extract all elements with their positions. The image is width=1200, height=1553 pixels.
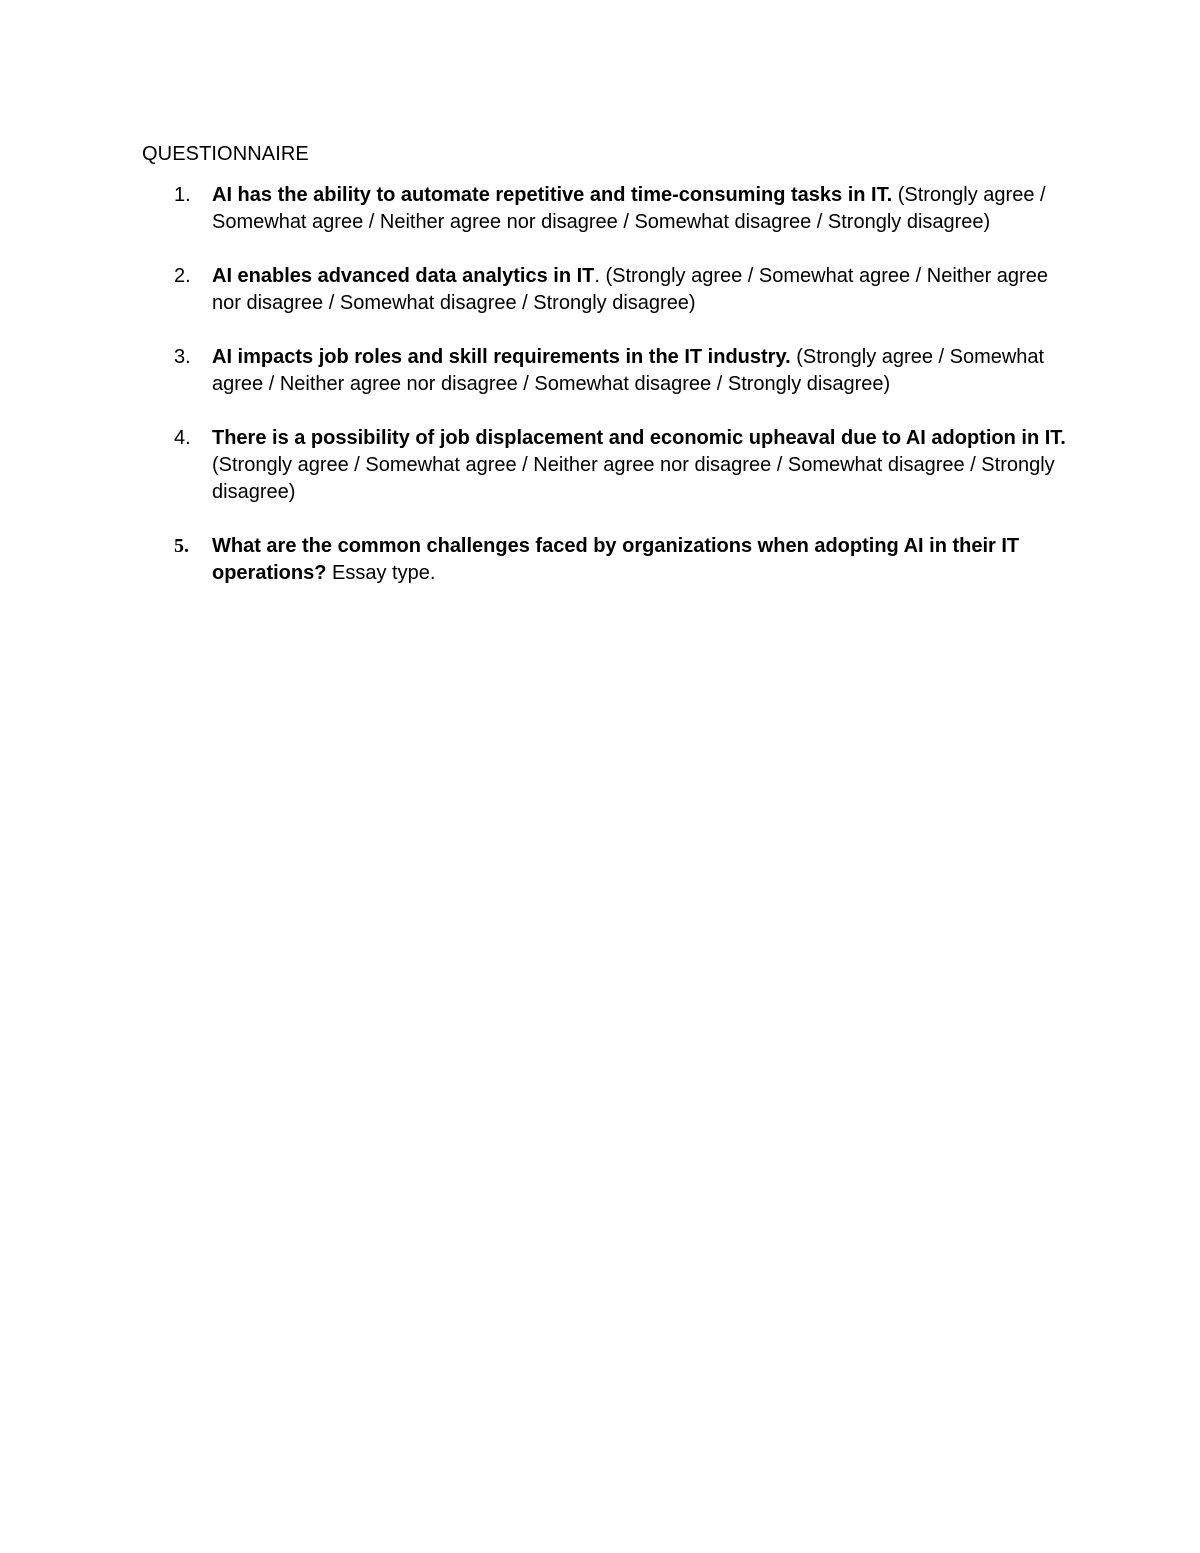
- question-options: Essay type.: [326, 562, 436, 584]
- question-text: AI has the ability to automate repetitive and time-consuming tasks in IT.: [212, 184, 893, 206]
- question-number: 3.: [174, 346, 191, 368]
- question-text: What are the common challenges faced by organizations when adopting AI in their IT operations?: [212, 535, 1020, 584]
- question-number: 1.: [174, 184, 191, 206]
- question-item-4: [0, 425, 1200, 506]
- question-text: AI impacts job roles and skill requirements in the IT industry.: [212, 346, 791, 368]
- question-number: 5.: [174, 535, 189, 557]
- document-title: QUESTIONNAIRE: [142, 143, 309, 165]
- question-options: (Strongly agree / Somewhat agree / Neither agree nor disagree / Somewhat disagree / Strongly disagree): [212, 346, 1045, 395]
- question-options: . (Strongly agree / Somewhat agree / Neither agree nor disagree / Somewhat disagree / Strongly disagree): [212, 265, 1048, 314]
- question-text: There is a possibility of job displacement and economic upheaval due to AI adoption in IT.: [212, 427, 1066, 449]
- question-options: (Strongly agree / Somewhat agree / Neither agree nor disagree / Somewhat disagree / Strongly disagree): [212, 454, 1055, 503]
- question-item-3: [0, 344, 1200, 398]
- question-item-2: [0, 263, 1200, 317]
- question-number: 2.: [174, 265, 191, 287]
- question-text: AI enables advanced data analytics in IT: [212, 265, 595, 287]
- question-number: 4.: [174, 427, 191, 449]
- question-options: (Strongly agree / Somewhat agree / Neither agree nor disagree / Somewhat disagree / Strongly disagree): [212, 184, 1046, 233]
- question-list: [0, 182, 1200, 614]
- question-item-1: [0, 182, 1200, 236]
- question-item-5: [0, 533, 1200, 587]
